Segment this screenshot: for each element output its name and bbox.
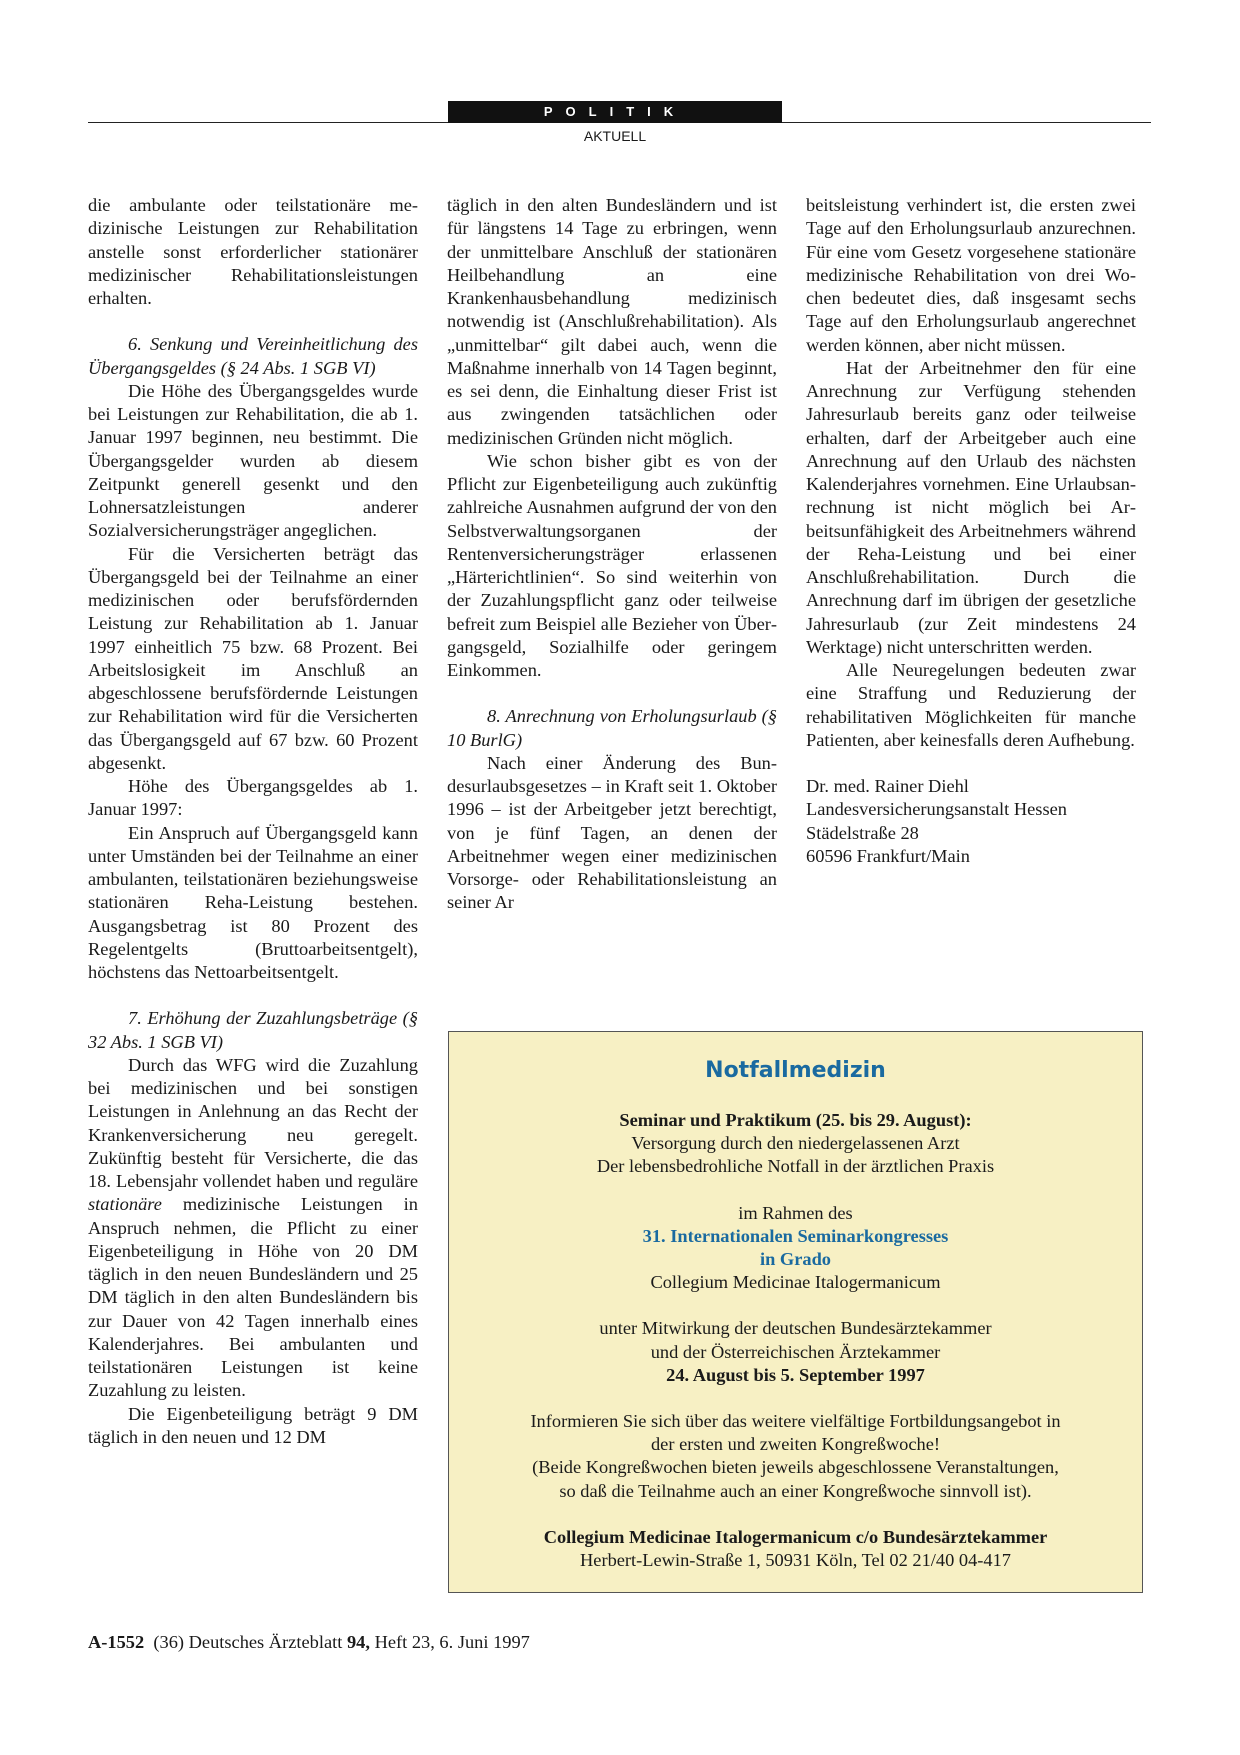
box-line: 31. Internationalen Seminarkongresses: [642, 1225, 949, 1246]
box-block-congress: [449, 1202, 1142, 1295]
paragraph: Höhe des Übergangsgeldes ab 1. Januar 1997:: [88, 776, 418, 820]
section-heading-6: 6. Senkung und Vereinheitlichung des Übergangsgeldes (§ 24 Abs. 1 SGB VI): [88, 334, 418, 378]
paragraph: Alle Neuregelungen bedeuten zwar eine Straffung und Reduzierung der rehabilitativen Möglichkeiten für manche Patienten, aber keinesfalls deren Aufhebung.: [806, 660, 1136, 750]
paragraph: täglich in den alten Bundesländern und ist für längstens 14 Tage zu erbringen, wenn der unmittelbare Anschluß der stationären Heilbehandlung an eine Krankenhausbehandlung medizinisch notwendig ist (Anschlußrehabilitation). Als „unmittelbar“ gilt dabei auch, wenn die Maßnahme innerhalb von 14 Tagen beginnt, es sei denn, die Einhaltung dieser Frist ist aus zwingenden tatsächlichen oder medizinischen Gründen nicht möglich.: [447, 195, 777, 448]
box-line: Herbert-Lewin-Straße 1, 50931 Köln, Tel 02 21/40 04-417: [580, 1550, 1011, 1571]
paragraph: Die Höhe des Übergangsgeldes wurde bei Leistungen zur Rehabilitation, die ab 1. Januar 1997 beginnen, neu bestimmt. Die Übergangsgelder wurden ab diesem Zeitpunkt generell gesenkt und den Lohnersatzleistungen anderer Sozialversicherungsträger angeglichen.: [88, 380, 418, 541]
column-3: [806, 194, 1136, 868]
author-name: Dr. med. Rainer Diehl: [806, 776, 969, 796]
paragraph: Für die Versicherten beträgt das Übergangsgeld bei der Teilnahme an einer medizinischen oder berufsfördernden Leistung zur Rehabilitation ab 1. Januar 1997 einheitlich 75 bzw. 68 Prozent. Bei Arbeitslosigkeit im Anschluß an abgeschlossene berufsfördernde Leistungen zur Rehabilitation wird für die Versicherten das Übergangsgeld auf 67 bzw. 60 Prozent abgesenkt.: [88, 543, 418, 773]
journal-name: (36) Deutsches Ärzteblatt: [153, 1632, 343, 1652]
announcement-box: [448, 1031, 1143, 1593]
box-line: unter Mitwirkung der deutschen Bundesärztekammer: [599, 1318, 992, 1339]
page-footer: [88, 1632, 530, 1653]
volume: 94,: [346, 1632, 370, 1652]
box-line: in Grado: [759, 1249, 832, 1270]
text-run: Durch das WFG wird die Zuzahlung bei medizinischen und bei sonstigen Leistungen in Anlehnung an das Recht der Krankenversicherung neu geregelt. Zukünftig besteht für Versicherte, die das 18. Lebensjahr vollendet haben und reguläre: [88, 1054, 418, 1191]
paragraph: Hat der Arbeitnehmer den für eine Anrechnung zur Verfügung stehenden Jahresurlaub bereits ganz oder teilweise erhalten, darf der Arbeitgeber auch eine Anrechnung auf den Urlaub des nächsten Kalenderjahres vornehmen. Eine Urlaubsanrechnung ist nicht möglich bei Arbeitsunfähigkeit des Arbeitnehmers während der Reha-Leistung und bei einer Anschlußrehabilitation. Durch die Anrechnung darf im übrigen der gesetzliche Jahresurlaub (zur Zeit mindestens 24 Werktage) nicht unterschritten werden.: [806, 357, 1136, 657]
issue-date: Heft 23, 6. Juni 1997: [374, 1632, 530, 1652]
box-line: Collegium Medicinae Italogermanicum c/o Bundesärztekammer: [543, 1526, 1048, 1547]
text-run: medizinische Leistungen in Anspruch nehmen, die Pflicht zu einer Eigenbeteiligung in Höhe von 20 DM täglich in den neuen Bundesländern und 25 DM täglich in den alten Bundesländern bis zur Dauer von 42 Tagen innerhalb eines Kalenderjahres. Bei ambulanten und teilstationären Leistungen ist keine Zuzahlung zu leisten.: [88, 1194, 418, 1401]
section-label: POLITIK: [448, 101, 782, 123]
box-block-contact: [449, 1526, 1142, 1572]
paragraph: Die Eigenbeteiligung beträgt 9 DM täglich in den neuen und 12 DM: [88, 1403, 418, 1447]
author-city: 60596 Frankfurt/Main: [806, 845, 970, 866]
box-block-partners: [449, 1317, 1142, 1387]
section-heading-8: 8. Anrechnung von Erholungsurlaub (§ 10 BurlG): [447, 706, 777, 750]
author-street: Städelstraße 28: [806, 822, 919, 843]
box-line: so daß die Teilnahme auch an einer Kongreßwoche sinnvoll ist).: [559, 1480, 1032, 1501]
paragraph: die ambulante oder teilstationäre medizinische Leistungen zur Rehabilitation anstelle sonst erforderlicher stationärer medizinischer Rehabilitationsleistungen erhalten.: [88, 195, 418, 308]
box-line: Informieren Sie sich über das weitere vielfältige Fortbildungsangebot in: [530, 1411, 1061, 1432]
author-affiliation: Landesversicherungsanstalt Hessen: [806, 799, 1067, 820]
box-line: Versorgung durch den niedergelassenen Arzt: [631, 1133, 960, 1154]
box-line: Collegium Medicinae Italogermanicum: [650, 1272, 941, 1293]
column-2: [447, 194, 777, 915]
page-number: A-1552: [88, 1632, 145, 1652]
paragraph: Nach einer Änderung des Bundesurlaubsgesetzes – in Kraft seit 1. Oktober 1996 – ist der Arbeitgeber jetzt berechtigt, von je fünf Tagen, an denen der Arbeitnehmer wegen einer medizinischen Vorsorge- oder Rehabilitationsleistung an seiner Ar: [447, 752, 777, 913]
box-line: Seminar und Praktikum (25. bis 29. August):: [619, 1110, 972, 1130]
box-line: im Rahmen des: [738, 1202, 853, 1223]
paragraph: [88, 1054, 418, 1403]
section-heading-7: 7. Erhöhung der Zuzahlungsbeträge (§ 32 Abs. 1 SGB VI): [88, 1008, 418, 1052]
box-block-seminar: [449, 1109, 1142, 1179]
subsection-label: AKTUELL: [583, 128, 647, 144]
box-block-info: [449, 1410, 1142, 1503]
paragraph: beitsleistung verhindert ist, die ersten zwei Tage auf den Erholungsurlaub anzurechnen. Für eine vom Gesetz vorgesehene stationäre medizinische Rehabilitation von drei Wochen bedeutet dies, daß insgesamt sechs Tage auf den Erholungsurlaub angerechnet werden können, aber nicht müssen.: [806, 195, 1136, 355]
paragraph: Wie schon bisher gibt es von der Pflicht zur Eigenbeteiligung auch zukünftig zahlreiche Ausnahmen aufgrund der von den Selbstverwaltungsorganen der Rentenversicherungsträger erlassenen „Härterichtlinien“. So sind weiterhin von der Zuzahlungspflicht ganz oder teilweise befreit zum Beispiel alle Bezieher von Übergangsgeld, Sozialhilfe oder geringem Einkommen.: [447, 450, 777, 680]
box-line: Der lebensbedrohliche Notfall in der ärztlichen Praxis: [596, 1156, 995, 1177]
emphasis: stationäre: [88, 1194, 162, 1215]
paragraph: Ein Anspruch auf Übergangsgeld kann unter Umständen bei der Teilnahme an einer ambulanten, teilstationären beziehungsweise stationären Reha-Leistung bestehen. Ausgangsbetrag ist 80 Prozent des Regelentgelts (Bruttoarbeitsentgelt), höchstens das Nettoarbeitsentgelt.: [88, 822, 418, 982]
box-line: 24. August bis 5. September 1997: [666, 1364, 925, 1385]
box-line: und der Österreichischen Ärztekammer: [650, 1341, 941, 1362]
box-line: (Beide Kongreßwochen bieten jeweils abgeschlossene Veranstaltungen,: [532, 1457, 1059, 1478]
box-title: Notfallmedizin: [705, 1058, 886, 1083]
column-1: [88, 194, 418, 1449]
box-line: der ersten und zweiten Kongreßwoche!: [650, 1434, 941, 1455]
